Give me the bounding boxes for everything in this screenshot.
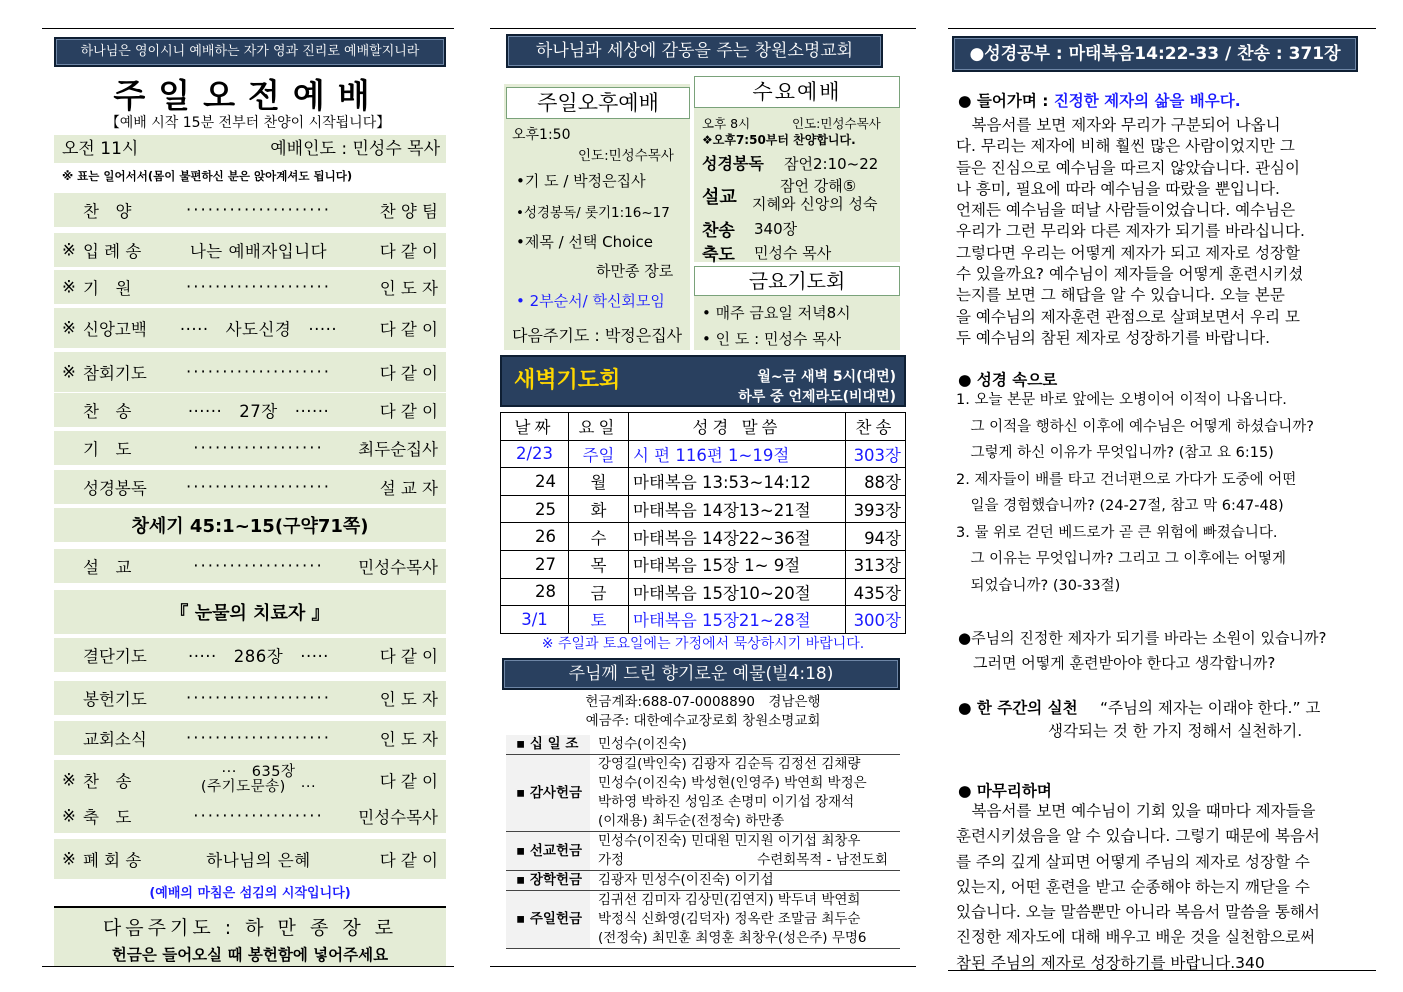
bible-heading: ● 성경 속으로	[958, 371, 1058, 389]
question-line: 3. 물 위로 걷던 베드로가 곧 큰 위험에 빠졌습니다.	[956, 524, 1278, 541]
intro-line: 다. 무리는 제자에 비해 훨씬 많은 사람이었지만 그	[956, 137, 1295, 156]
intro-line: 복음서를 보면 제자와 무리가 구분되어 나옵니	[956, 116, 1281, 134]
order-item-name: 기 도	[83, 440, 132, 459]
friday-prayer-box	[694, 266, 900, 350]
order-item-leader: 다 같 이	[379, 772, 438, 791]
offering-holder: 예금주: 대한예수교장로회 창원소명교회	[585, 713, 821, 729]
church-banner: 하나님과 세상에 감동을 주는 창원소명교회	[506, 34, 883, 68]
order-item-name: 봉헌기도	[83, 690, 147, 709]
cell-scripture: 마태복음 15장10~20절	[629, 578, 846, 606]
cell-scripture: 마태복음 15장 1~ 9절	[629, 550, 846, 578]
wednesday-title: 수요예배	[694, 76, 900, 108]
closing-line: 있는지, 어떤 훈련을 받고 순종해야 하는지 깨닫을 수	[956, 877, 1310, 896]
stand-mark: ※	[62, 849, 76, 869]
cell-day: 목	[569, 550, 629, 578]
stand-mark: ※	[62, 770, 76, 790]
morning-service-column	[42, 0, 454, 992]
offering-type: ▪ 주일헌금	[506, 891, 590, 949]
order-item	[54, 233, 446, 267]
afternoon-part2: • 2부순서/ 학신회모임	[516, 292, 665, 310]
offering-name-line: 김귀선 김미자 김상민(김연지) 박두녀 박연희	[598, 892, 861, 908]
order-item-detail: ····················	[186, 477, 331, 497]
intro-line: 수 있을까요? 예수님이 제자들을 어떻게 훈련시키셨	[956, 265, 1304, 284]
offering-names	[590, 735, 900, 755]
closing-paragraph	[956, 799, 1368, 976]
afternoon-topic: •제목 / 선택 Choice	[516, 233, 653, 251]
dawn-table-note: ※ 주일과 토요일에는 가정에서 묵상하시기 바랍니다.	[541, 636, 865, 652]
offering-name-line: 민성수(이진숙) 민대원 민지원 이기섭 최창우	[598, 833, 861, 849]
offering-names	[590, 755, 900, 832]
dawn-title: 새벽기도회	[514, 368, 621, 393]
offering-name-line: 민성수(이진숙)	[598, 736, 687, 752]
closing-line: 를 주의 깊게 살피면 어떻게 주님의 제자로 성장할 수	[956, 852, 1310, 871]
closing-line: 복음서를 보면 예수님이 기회 있을 때마다 제자들을	[956, 802, 1316, 820]
offering-name-line: 박정식 신화영(김덕자) 정옥란 조말금 최두순	[598, 911, 861, 927]
table-row	[501, 523, 906, 551]
service-time-row	[54, 135, 446, 163]
order-item-leader: 설 교 자	[379, 479, 438, 498]
offering-account: 헌금계좌:688-07-0008890 경남은행	[585, 694, 821, 710]
cell-date: 26	[501, 523, 569, 551]
order-highlight: 『 눈물의 치료자 』	[170, 603, 330, 624]
order-item-name: 참회기도	[83, 364, 147, 383]
offering-banner: 주님께 드린 향기로운 예물(빌4:18)	[502, 658, 900, 690]
closing-line: 훈련시키셨음을 알 수 있습니다. 그렇기 때문에 복음서	[956, 827, 1320, 846]
closing-line: 있습니다. 오늘 말씀뿐만 아니라 복음서 말씀을 통해서	[956, 903, 1320, 922]
intro-line: 을 예수님의 제자훈련 관점으로 살펴보면서 우리 모	[956, 307, 1300, 326]
offering-name-line: 박하영 박하진 성임조 손명미 이기섭 장재석	[598, 794, 855, 810]
offering-name-line: 민성수(이진숙) 박성현(인영주) 박연희 박정은	[598, 775, 867, 791]
stand-mark: ※	[62, 806, 76, 826]
order-item-detail: ····················	[186, 362, 331, 382]
closing-line: 참된 주님의 제자로 성장하기를 바랍니다.340	[956, 953, 1265, 972]
practice-line-1: “주님의 제자는 이래야 한다.” 고	[1100, 699, 1321, 717]
closing-line: 진정한 제자도에 대해 배우고 배운 것을 실천함으로써	[956, 928, 1315, 947]
offering-table	[506, 735, 900, 949]
intro-line: 나 흥미, 필요에 따라 예수님을 따랐을 뿐입니다.	[956, 179, 1280, 198]
order-item	[54, 393, 446, 427]
intro-paragraph	[956, 115, 1368, 349]
offering-type: ▪ 십 일 조	[506, 735, 590, 755]
top-rule	[490, 28, 916, 29]
order-item	[54, 308, 446, 348]
afternoon-leader: 인도:민성수목사	[578, 148, 674, 164]
question-list	[956, 387, 1372, 599]
cell-date: 28	[501, 578, 569, 606]
wednesday-sermon-title: 지혜와 신앙의 성숙	[752, 195, 878, 213]
intro-line: 들은 진심으로 예수님을 따르지 않았습니다. 관심이	[956, 158, 1300, 177]
intro-line: 우리가 그런 무리와 다른 제자가 되기를 바라십니다.	[956, 222, 1305, 241]
wednesday-hymn-label: 찬송	[702, 221, 735, 241]
order-item-name: 교회소식	[83, 730, 147, 749]
cell-hymn: 313장	[846, 550, 906, 578]
bottom-rule	[42, 966, 454, 967]
question-line: 그렇게 하신 이유가 무엇입니까? (참고 요 6:15)	[956, 445, 1274, 461]
afternoon-service-box	[504, 84, 690, 350]
offering-type: ▪ 장학헌금	[506, 871, 590, 891]
order-item-detail: ··· 635장 (주기도문송) ···	[200, 764, 317, 795]
cell-hymn: 300장	[846, 606, 906, 634]
offering-name-line: 김광자 민성수(이진숙) 이기섭	[598, 872, 774, 888]
top-rule	[42, 28, 454, 29]
next-prayer: 다음주기도 : 하 만 종 장 로	[102, 917, 398, 939]
cell-scripture: 마태복음 14장13~21절	[629, 495, 846, 523]
offering-name-line: (전정숙) 최민훈 최영훈 최창우(성은주) 무명6	[598, 930, 867, 946]
order-item-leader: 다 같 이	[379, 242, 438, 261]
service-start-note: 【예배 시작 15분 전부터 찬양이 시작됩니다】	[105, 115, 391, 131]
order-item-name: 폐 회 송	[83, 851, 142, 870]
col-header-date: 날짜	[501, 413, 569, 441]
closing-phrase: (예배의 마침은 섬김의 시작입니다)	[149, 886, 351, 901]
order-item	[54, 721, 446, 755]
wednesday-leader: 인도:민성수목사	[792, 116, 881, 131]
order-item-leader: 인 도 자	[379, 730, 438, 749]
question-line: 일을 경험했습니까? (24-27절, 참고 막 6:47-48)	[956, 498, 1284, 514]
stand-mark: ※	[62, 277, 76, 297]
dawn-schedule: 월~금 새벽 5시(대면)	[757, 369, 896, 385]
top-rule	[948, 28, 1376, 29]
order-item-name: 기 원	[83, 279, 132, 298]
friday-time: • 매주 금요일 저녁8시	[702, 304, 851, 322]
table-row	[501, 606, 906, 634]
order-item	[54, 470, 446, 504]
wednesday-hymn: 340장	[754, 220, 798, 238]
cell-hymn: 393장	[846, 495, 906, 523]
reflection-question-1: ●주님의 진정한 제자가 되기를 바라는 소원이 있습니까?	[958, 629, 1327, 647]
order-item	[54, 549, 446, 583]
col-header-day: 요일	[569, 413, 629, 441]
order-item-detail: 하나님의 은혜	[206, 851, 311, 870]
order-item-name: 축 도	[83, 808, 132, 827]
offering-row	[506, 832, 900, 871]
order-item	[54, 508, 446, 542]
service-time: 오전 11시	[62, 139, 139, 159]
cell-date: 27	[501, 550, 569, 578]
wednesday-sermon-series: 잠언 강해⑤	[780, 177, 857, 195]
order-item-leader: 찬 양 팀	[379, 202, 438, 221]
afternoon-time: 오후1:50	[512, 127, 571, 143]
order-item	[54, 352, 446, 392]
practice-line-2: 생각되는 것 한 가지 정해서 실천하기.	[1048, 722, 1303, 740]
afternoon-reading: •성경봉독/ 롯기1:16~17	[516, 205, 670, 221]
practice-heading: ● 한 주간의 실천	[958, 699, 1078, 717]
offering-account-block	[490, 693, 916, 731]
question-line: 2. 제자들이 배를 타고 건너편으로 가다가 도중에 어떤	[956, 471, 1297, 488]
afternoon-prayer: •기 도 / 박정은집사	[516, 172, 646, 190]
order-item	[54, 839, 446, 879]
offering-row	[506, 755, 900, 832]
friday-leader: • 인 도 : 민성수 목사	[702, 330, 842, 348]
order-item-detail: ····················	[186, 688, 331, 708]
offering-type: ▪ 감사헌금	[506, 755, 590, 832]
table-row	[501, 578, 906, 606]
next-prayer-box	[54, 906, 446, 966]
dawn-prayer-header	[500, 355, 906, 407]
verse-banner: 하나님은 영이시니 예배하는 자가 영과 진리로 예배할지니라	[54, 37, 446, 67]
reflection-question-2: 그러면 어떻게 훈련받아야 한다고 생각합니까?	[958, 654, 1276, 672]
order-item-leader: 다 같 이	[379, 851, 438, 870]
church-info-column	[490, 0, 916, 992]
service-title: 주일오전예배	[113, 76, 383, 115]
offering-row	[506, 735, 900, 755]
offering-names	[590, 891, 900, 949]
offering-type: ▪ 선교헌금	[506, 832, 590, 871]
afternoon-title: 주일오후예배	[506, 87, 690, 119]
stand-mark: ※	[62, 318, 76, 338]
service-leader: 예배인도 : 민성수 목사	[270, 139, 440, 159]
order-item-detail: ··················	[193, 438, 324, 458]
order-item-leader: 인 도 자	[379, 279, 438, 298]
cell-hymn: 303장	[846, 440, 906, 468]
cell-day: 토	[569, 606, 629, 634]
wednesday-bless: 민성수 목사	[754, 244, 832, 262]
order-item-detail: ··················	[193, 806, 324, 826]
order-item	[54, 760, 446, 800]
order-item-detail: 나는 예배자입니다	[189, 242, 328, 261]
order-item-detail: ····················	[186, 200, 331, 220]
order-item-name: 성경봉독	[83, 479, 147, 498]
wednesday-service-box	[694, 76, 900, 265]
order-item-detail: ····· 사도신경 ·····	[179, 320, 338, 339]
cell-scripture: 시 편 116편 1~19절	[629, 440, 846, 468]
offering-names	[590, 871, 900, 891]
order-item-detail: ······ 27장 ······	[187, 402, 330, 421]
order-item-leader: 다 같 이	[379, 320, 438, 339]
offering-row	[506, 871, 900, 891]
question-line: 되었습니까? (30-33절)	[956, 577, 1121, 594]
order-item-name: 찬 송	[83, 402, 132, 421]
order-item-leader: 민성수목사	[358, 808, 438, 827]
cell-scripture: 마태복음 14장22~36절	[629, 523, 846, 551]
friday-title: 금요기도회	[694, 266, 900, 296]
offering-name-line-wrap	[598, 851, 900, 870]
question-line: 1. 오늘 본문 바로 앞에는 오병이어 이적이 나옵니다.	[956, 392, 1287, 408]
order-item-name: 찬 송	[83, 772, 132, 791]
col-header-scripture: 성경 말씀	[629, 413, 846, 441]
order-item-name: 입 례 송	[83, 242, 142, 261]
col-header-hymn: 찬송	[846, 413, 906, 441]
cell-date: 3/1	[501, 606, 569, 634]
intro-line: 두 예수님의 참된 제자로 성장하기를 바랍니다.	[956, 328, 1271, 347]
order-item-detail: ····· 286장 ·····	[188, 647, 329, 666]
dawn-reading-table	[500, 412, 906, 634]
order-item-name: 찬 양	[83, 202, 132, 221]
offering-name-line: 가정	[598, 852, 625, 868]
cell-hymn: 94장	[846, 523, 906, 551]
question-line: 그 이유는 무엇입니까? 그리고 그 이후에는 어떻게	[956, 551, 1286, 567]
cell-date: 24	[501, 468, 569, 496]
offering-row	[506, 891, 900, 949]
order-item-name: 결단기도	[83, 647, 147, 666]
afternoon-next-prayer: 다음주기도 : 박정은집사	[512, 326, 683, 345]
table-row	[501, 440, 906, 468]
cell-hymn: 88장	[846, 468, 906, 496]
bottom-rule	[948, 970, 1376, 971]
table-row	[501, 550, 906, 578]
wednesday-sermon-label: 설교	[702, 187, 737, 208]
wednesday-praise: ❖오후7:50부터 찬양합니다.	[702, 133, 856, 147]
order-item-leader: 인 도 자	[379, 690, 438, 709]
closing-heading: ● 마무리하며	[958, 782, 1052, 800]
order-item	[54, 431, 446, 465]
stand-mark: ※	[62, 362, 76, 382]
stand-note: ※ 표는 일어서서(몸이 불편하신 분은 앉아계셔도 됩니다)	[62, 169, 353, 183]
wednesday-time: 오후 8시	[702, 116, 751, 131]
intro-line: 언제든 예수님을 떠날 사람들이었습니다. 예수님은	[956, 201, 1296, 220]
cell-day: 수	[569, 523, 629, 551]
offering-purpose: 수련회목적 - 남전도회	[757, 852, 888, 868]
afternoon-speaker: 하만종 장로	[596, 262, 674, 280]
order-highlight: 창세기 45:1~15(구약71쪽)	[131, 516, 369, 537]
bible-study-column	[948, 0, 1376, 992]
order-item-leader: 다 같 이	[379, 364, 438, 383]
dawn-anytime: 하루 중 언제라도(비대면)	[738, 389, 896, 405]
cell-date: 2/23	[501, 440, 569, 468]
cell-scripture: 마태복음 15장21~28절	[629, 606, 846, 634]
offering-note: 헌금은 들어오실 때 봉헌함에 넣어주세요	[111, 946, 389, 964]
order-item	[54, 590, 446, 634]
order-item-leader: 다 같 이	[379, 402, 438, 421]
order-item	[54, 270, 446, 304]
order-item-name: 신앙고백	[83, 320, 147, 339]
table-row	[501, 468, 906, 496]
order-item-detail: ····················	[186, 277, 331, 297]
stand-mark: ※	[62, 240, 76, 260]
cell-day: 주일	[569, 440, 629, 468]
intro-line: 그렇다면 우리는 어떻게 제자가 되고 제자로 성장할	[956, 243, 1300, 262]
intro-theme: 진정한 제자의 삶을 배우다.	[1053, 92, 1241, 110]
intro-heading	[958, 89, 1241, 111]
cell-hymn: 435장	[846, 578, 906, 606]
cell-day: 월	[569, 468, 629, 496]
order-item-detail: ····················	[186, 728, 331, 748]
offering-name-line: 강영길(박인숙) 김광자 김순득 김정선 김채량	[598, 756, 861, 772]
order-item	[54, 193, 446, 227]
table-header-row	[501, 413, 906, 441]
order-item-leader: 최두순집사	[358, 440, 438, 459]
order-item-name: 설 교	[83, 558, 132, 577]
bible-study-banner: ●성경공부 : 마태복음14:22-33 / 찬송 : 371장	[952, 36, 1358, 72]
cell-day: 화	[569, 495, 629, 523]
table-row	[501, 495, 906, 523]
bottom-rule	[490, 966, 916, 967]
wednesday-bless-label: 축도	[702, 245, 735, 265]
cell-scripture: 마태복음 13:53~14:12	[629, 468, 846, 496]
order-item	[54, 638, 446, 672]
offering-names	[590, 832, 900, 871]
order-item-detail: ··················	[193, 556, 324, 576]
intro-line: 는지를 보면 그 해답을 알 수 있습니다. 오늘 본문	[956, 286, 1285, 305]
order-item-leader: 민성수목사	[358, 558, 438, 577]
question-line: 그 이적을 행하신 이후에 예수님은 어떻게 하셨습니까?	[956, 418, 1315, 435]
offering-name-line: (이재용) 최두순(전정숙) 하만종	[598, 813, 785, 829]
order-item	[54, 681, 446, 715]
cell-day: 금	[569, 578, 629, 606]
wednesday-reading: 잠언2:10~22	[784, 155, 879, 173]
order-item	[54, 799, 446, 833]
wednesday-reading-label: 성경봉독	[702, 154, 764, 173]
order-item-leader: 다 같 이	[379, 647, 438, 666]
intro-label: ● 들어가며 :	[958, 92, 1049, 110]
cell-date: 25	[501, 495, 569, 523]
